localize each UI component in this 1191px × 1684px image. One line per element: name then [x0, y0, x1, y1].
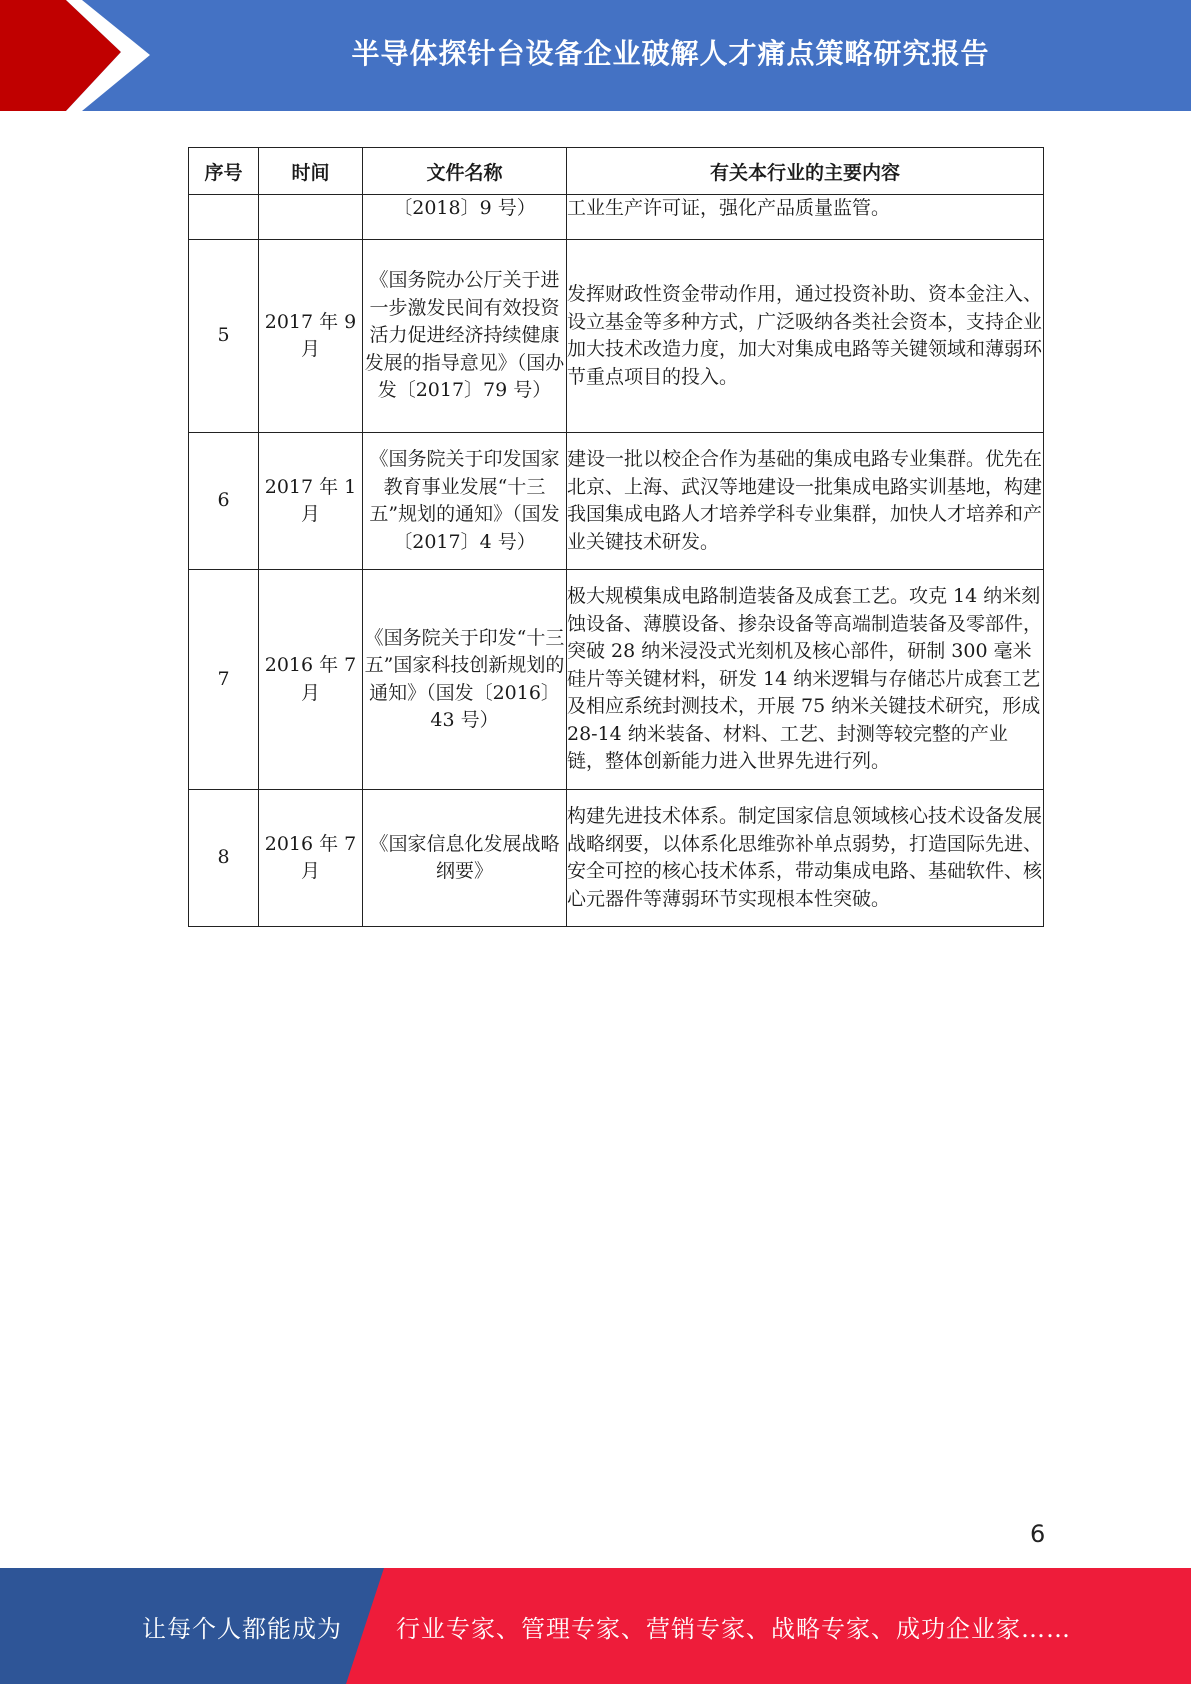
cell-name: 《国务院关于印发国家教育事业发展“十三五”规划的通知》（国发〔2017〕4 号）	[363, 433, 567, 570]
cell-no	[189, 195, 259, 240]
cell-content: 建设一批以校企合作为基础的集成电路专业集群。优先在北京、上海、武汉等地建设一批集成电路实训基地，构建我国集成电路人才培养学科专业集群，加快人才培养和产业关键技术研发。	[567, 433, 1044, 570]
page-number: 6	[1030, 1520, 1046, 1548]
cell-time: 2017 年 9 月	[259, 240, 363, 433]
cell-content: 工业生产许可证，强化产品质量监管。	[567, 195, 1044, 240]
cell-time	[259, 195, 363, 240]
page-header	[0, 0, 1191, 111]
cell-name: 〔2018〕9 号）	[363, 195, 567, 240]
cell-no: 6	[189, 433, 259, 570]
table-row	[189, 790, 1044, 927]
table-header-row	[189, 148, 1044, 195]
cell-name: 《国务院关于印发“十三五”国家科技创新规划的通知》（国发〔2016〕43 号）	[363, 570, 567, 790]
header-time: 时间	[259, 148, 363, 195]
footer-slogan-left: 让每个人都能成为	[142, 1614, 342, 1643]
header-name: 文件名称	[363, 148, 567, 195]
cell-no: 8	[189, 790, 259, 927]
cell-content: 发挥财政性资金带动作用，通过投资补助、资本金注入、设立基金等多种方式，广泛吸纳各类社会资本，支持企业加大技术改造力度，加大对集成电路等关键领域和薄弱环节重点项目的投入。	[567, 240, 1044, 433]
footer-slogan-right: 行业专家、管理专家、营销专家、战略专家、成功企业家……	[396, 1614, 1071, 1643]
table-row	[189, 433, 1044, 570]
cell-content: 构建先进技术体系。制定国家信息领域核心技术设备发展战略纲要，以体系化思维弥补单点弱势，打造国际先进、安全可控的核心技术体系，带动集成电路、基础软件、核心元器件等薄弱环节实现根本性突破。	[567, 790, 1044, 927]
cell-no: 5	[189, 240, 259, 433]
table-row-continuation	[189, 195, 1044, 240]
header-no: 序号	[189, 148, 259, 195]
cell-time: 2016 年 7 月	[259, 570, 363, 790]
header-content: 有关本行业的主要内容	[567, 148, 1044, 195]
cell-time: 2017 年 1 月	[259, 433, 363, 570]
report-title: 半导体探针台设备企业破解人才痛点策略研究报告	[351, 37, 990, 70]
cell-name: 《国家信息化发展战略纲要》	[363, 790, 567, 927]
header-arrow-decoration	[0, 0, 160, 111]
page-footer	[0, 1568, 1191, 1684]
cell-time: 2016 年 7 月	[259, 790, 363, 927]
policy-table	[188, 147, 1044, 927]
table-row	[189, 240, 1044, 433]
cell-content: 极大规模集成电路制造装备及成套工艺。攻克 14 纳米刻蚀设备、薄膜设备、掺杂设备等高端制造装备及零部件，突破 28 纳米浸没式光刻机及核心部件，研制 300 毫米硅片等关键材料，研发 14 纳米逻辑与存储芯片成套工艺及相应系统封测技术，开展 75 纳米关键技术研究，形成 28-14 纳米装备、材料、工艺、封测等较完整的产业链，整体创新能力进入世界先进行列。	[567, 570, 1044, 790]
table-row	[189, 570, 1044, 790]
cell-no: 7	[189, 570, 259, 790]
cell-name: 《国务院办公厅关于进一步激发民间有效投资活力促进经济持续健康发展的指导意见》（国办发〔2017〕79 号）	[363, 240, 567, 433]
